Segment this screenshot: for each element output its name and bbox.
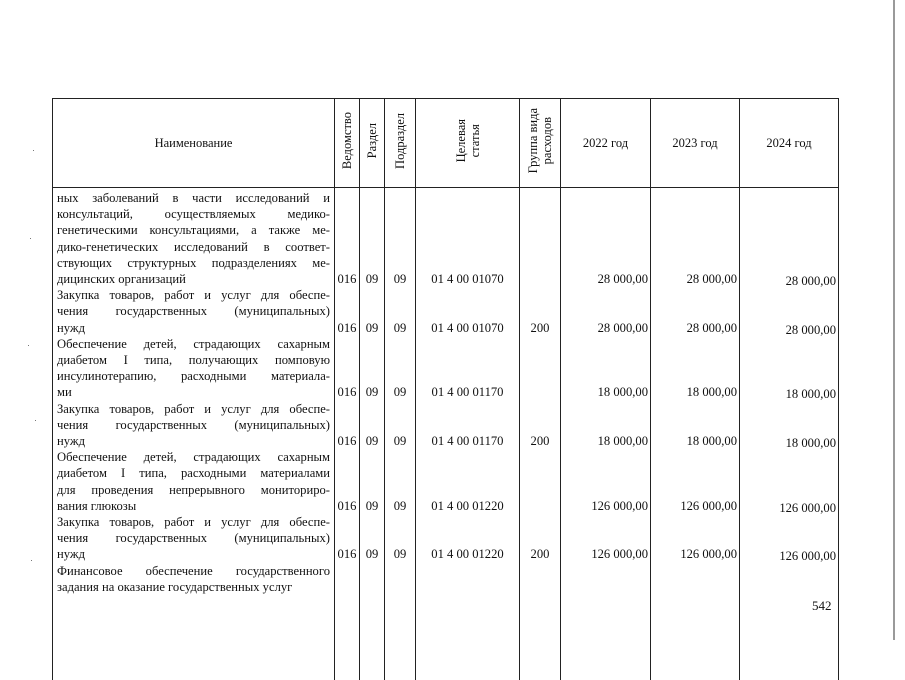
y2022-column [561, 188, 651, 680]
row-y2022-value: 126 000,00 [591, 498, 648, 514]
row-celevaya-value: 01 4 00 01070 [416, 271, 519, 287]
row-name-line: ствующих структурных подразделениях ме- [57, 255, 330, 271]
row-y2023-value: 28 000,00 [687, 320, 737, 336]
budget-table [52, 98, 839, 680]
y2023-column [651, 188, 740, 680]
row-name-line: Финансовое обеспечение государственного [57, 563, 330, 579]
row-ved-value: 016 [335, 320, 359, 336]
table-header-row [53, 99, 839, 188]
scan-speck [31, 560, 32, 561]
row-name-line: консультаций, осуществляемых медико- [57, 206, 330, 222]
row-ved-value: 016 [335, 433, 359, 449]
row-name-line: диабетом I типа, получающих помповую [57, 352, 330, 368]
row-podrazdel-value: 09 [385, 271, 415, 287]
scan-speck [28, 345, 29, 346]
row-name-line: нужд [57, 433, 330, 449]
row-name [57, 190, 330, 287]
row-name-line: ми [57, 384, 330, 400]
row-podrazdel-value: 09 [385, 433, 415, 449]
row-name-line: нужд [57, 546, 330, 562]
row-name [57, 401, 330, 450]
row-name-line: чения государственных (муниципальных) [57, 303, 330, 319]
header-podrazdel: Подраздел [385, 99, 416, 188]
table-body-row [53, 188, 839, 680]
row-name-line: чения государственных (муниципальных) [57, 530, 330, 546]
row-razdel-value: 09 [360, 320, 384, 336]
row-y2023-value: 18 000,00 [687, 384, 737, 400]
row-podrazdel-value: 09 [385, 498, 415, 514]
header-2023: 2023 год [651, 99, 740, 188]
row-razdel-value: 09 [360, 271, 384, 287]
row-name [57, 563, 330, 595]
vedomstvo-column [335, 188, 360, 680]
scan-speck [30, 238, 31, 239]
row-y2024-value: 28 000,00 [786, 273, 836, 289]
row-name-line: генетическими консультациями, а также ме- [57, 222, 330, 238]
row-y2024-value: 28 000,00 [786, 322, 836, 338]
podrazdel-column [385, 188, 416, 680]
row-name-line: диабетом I типа, расходными материалами [57, 465, 330, 481]
row-name [57, 449, 330, 514]
row-razdel-value: 09 [360, 546, 384, 562]
header-name: Наименование [53, 99, 335, 188]
row-gruppa-value: 200 [520, 320, 560, 336]
row-name [57, 287, 330, 336]
row-y2022-value: 18 000,00 [598, 384, 648, 400]
header-razdel: Раздел [360, 99, 385, 188]
row-name-line: дико-генетических исследований в соответ- [57, 239, 330, 255]
gruppa-column [520, 188, 561, 680]
row-name-line: ных заболеваний в части исследований и [57, 190, 330, 206]
row-gruppa-value: 200 [520, 433, 560, 449]
row-name-line: для проведения непрерывного мониториро- [57, 482, 330, 498]
header-gruppa: Группа вида расходов [520, 99, 561, 188]
row-ved-value: 016 [335, 498, 359, 514]
row-name-line: Закупка товаров, работ и услуг для обеспе- [57, 514, 330, 530]
row-razdel-value: 09 [360, 433, 384, 449]
row-ved-value: 016 [335, 546, 359, 562]
celevaya-column [416, 188, 520, 680]
row-name-line: Обеспечение детей, страдающих сахарным [57, 336, 330, 352]
row-gruppa-value: 200 [520, 546, 560, 562]
row-razdel-value: 09 [360, 384, 384, 400]
scan-edge-line [893, 0, 895, 640]
row-y2023-value: 18 000,00 [687, 433, 737, 449]
row-name-line: инсулинотерапию, расходными материала- [57, 368, 330, 384]
row-razdel-value: 09 [360, 498, 384, 514]
row-y2022-value: 126 000,00 [591, 546, 648, 562]
row-celevaya-value: 01 4 00 01220 [416, 498, 519, 514]
row-y2024-value: 18 000,00 [786, 386, 836, 402]
page-number: 542 [812, 598, 832, 614]
row-y2022-value: 18 000,00 [598, 433, 648, 449]
row-celevaya-value: 01 4 00 01070 [416, 320, 519, 336]
row-celevaya-value: 01 4 00 01220 [416, 546, 519, 562]
row-y2022-value: 28 000,00 [598, 320, 648, 336]
header-2022: 2022 год [561, 99, 651, 188]
row-name-line: Закупка товаров, работ и услуг для обеспе- [57, 287, 330, 303]
row-y2022-value: 28 000,00 [598, 271, 648, 287]
row-name-line: вания глюкозы [57, 498, 330, 514]
row-podrazdel-value: 09 [385, 546, 415, 562]
row-celevaya-value: 01 4 00 01170 [416, 384, 519, 400]
row-y2024-value: 126 000,00 [779, 500, 836, 516]
row-podrazdel-value: 09 [385, 384, 415, 400]
row-name-line: чения государственных (муниципальных) [57, 417, 330, 433]
scan-speck [35, 420, 36, 421]
name-column [53, 188, 335, 680]
row-name-line: Закупка товаров, работ и услуг для обеспе- [57, 401, 330, 417]
header-vedomstvo: Ведомство [335, 99, 360, 188]
row-celevaya-value: 01 4 00 01170 [416, 433, 519, 449]
row-name [57, 514, 330, 563]
row-y2024-value: 18 000,00 [786, 435, 836, 451]
header-celevaya: Целевая статья [416, 99, 520, 188]
row-name [57, 336, 330, 401]
row-ved-value: 016 [335, 271, 359, 287]
row-y2023-value: 126 000,00 [680, 498, 737, 514]
row-name-line: дицинских организаций [57, 271, 330, 287]
row-podrazdel-value: 09 [385, 320, 415, 336]
header-2024: 2024 год [740, 99, 839, 188]
razdel-column [360, 188, 385, 680]
row-name-line: задания на оказание государственных услуг [57, 579, 330, 595]
row-y2023-value: 28 000,00 [687, 271, 737, 287]
row-name-line: нужд [57, 320, 330, 336]
scan-speck [33, 150, 34, 151]
row-ved-value: 016 [335, 384, 359, 400]
row-y2024-value: 126 000,00 [779, 548, 836, 564]
row-name-line: Обеспечение детей, страдающих сахарным [57, 449, 330, 465]
row-y2023-value: 126 000,00 [680, 546, 737, 562]
